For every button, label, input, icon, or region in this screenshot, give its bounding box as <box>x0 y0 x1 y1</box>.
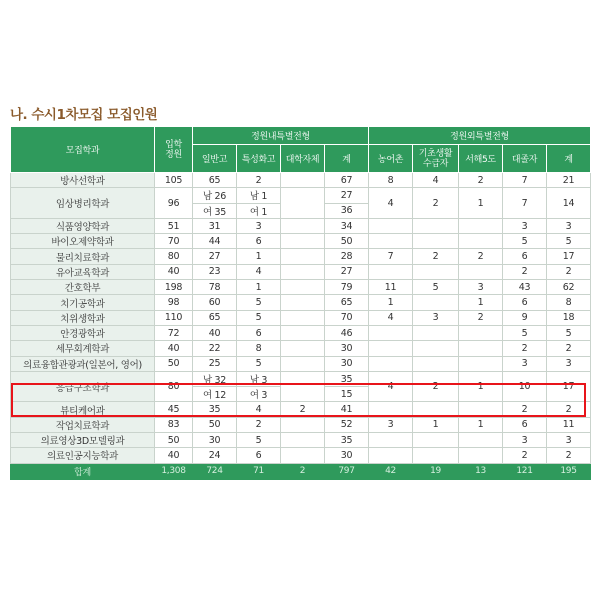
cell-vocational: 2 <box>237 417 281 432</box>
cell-vocational: 1 <box>237 280 281 295</box>
cell-out-total: 2 <box>547 264 591 279</box>
cell-quota: 105 <box>155 173 193 188</box>
cell-quota: 50 <box>155 433 193 448</box>
total-general: 724 <box>193 463 237 479</box>
cell-univ-own <box>281 280 325 295</box>
cell-in-total: 34 <box>325 218 369 233</box>
cell-general: 31 <box>193 218 237 233</box>
cell-basic: 2 <box>413 371 459 402</box>
header-out-total: 계 <box>547 145 591 173</box>
cell-univ-own: 2 <box>281 402 325 417</box>
cell-island <box>459 234 503 249</box>
header-group-in: 정원내특별전형 <box>193 127 369 145</box>
cell-basic <box>413 218 459 233</box>
cell-graduate: 6 <box>503 417 547 432</box>
cell-farm <box>369 264 413 279</box>
cell-basic <box>413 356 459 371</box>
header-dept: 모집학과 <box>11 127 155 173</box>
cell-univ-own <box>281 218 325 233</box>
cell-graduate: 6 <box>503 295 547 310</box>
cell-dept: 뷰티케어과 <box>11 402 155 417</box>
table-row <box>11 371 591 386</box>
cell-island: 1 <box>459 417 503 432</box>
cell-univ-own <box>281 234 325 249</box>
cell-vocational: 4 <box>237 264 281 279</box>
table-row <box>11 249 591 264</box>
cell-dept: 치기공학과 <box>11 295 155 310</box>
cell-general: 65 <box>193 173 237 188</box>
cell-dept: 안경광학과 <box>11 325 155 340</box>
cell-farm <box>369 433 413 448</box>
cell-graduate: 2 <box>503 448 547 463</box>
cell-general: 78 <box>193 280 237 295</box>
total-univ-own: 2 <box>281 463 325 479</box>
cell-dept: 식품영양학과 <box>11 218 155 233</box>
table-row <box>11 325 591 340</box>
cell-in-total: 41 <box>325 402 369 417</box>
total-out-total: 195 <box>547 463 591 479</box>
cell-out-total: 17 <box>547 249 591 264</box>
total-vocational: 71 <box>237 463 281 479</box>
cell-in-total: 28 <box>325 249 369 264</box>
cell-quota: 80 <box>155 249 193 264</box>
cell-dept: 치위생학과 <box>11 310 155 325</box>
cell-in-total: 27 <box>325 264 369 279</box>
cell-farm <box>369 325 413 340</box>
table-row <box>11 218 591 233</box>
cell-univ-own <box>281 371 325 402</box>
cell-graduate: 5 <box>503 234 547 249</box>
cell-basic <box>413 295 459 310</box>
cell-out-total: 17 <box>547 371 591 402</box>
cell-farm <box>369 448 413 463</box>
cell-graduate: 2 <box>503 402 547 417</box>
total-farm: 42 <box>369 463 413 479</box>
cell-dept: 의료융합관광과(일본어, 영어) <box>11 356 155 371</box>
table-row <box>11 356 591 371</box>
cell-quota: 50 <box>155 356 193 371</box>
cell-basic <box>413 341 459 356</box>
header-graduate: 대졸자 <box>503 145 547 173</box>
cell-quota: 40 <box>155 448 193 463</box>
cell-island <box>459 356 503 371</box>
cell-general-female: 여 12 <box>193 387 237 402</box>
cell-out-total: 11 <box>547 417 591 432</box>
total-graduate: 121 <box>503 463 547 479</box>
cell-graduate: 3 <box>503 356 547 371</box>
cell-general-male: 남 26 <box>193 188 237 203</box>
cell-vocational-male: 남 1 <box>237 188 281 203</box>
cell-in-total-male: 27 <box>325 188 369 203</box>
cell-in-total: 30 <box>325 448 369 463</box>
cell-vocational: 8 <box>237 341 281 356</box>
cell-dept: 세무회계학과 <box>11 341 155 356</box>
total-island: 13 <box>459 463 503 479</box>
table-body <box>11 173 591 464</box>
cell-basic: 4 <box>413 173 459 188</box>
cell-vocational: 6 <box>237 325 281 340</box>
cell-graduate: 7 <box>503 173 547 188</box>
table-row <box>11 433 591 448</box>
cell-farm: 3 <box>369 417 413 432</box>
cell-univ-own <box>281 325 325 340</box>
cell-vocational: 6 <box>237 234 281 249</box>
cell-quota: 96 <box>155 188 193 219</box>
cell-basic <box>413 264 459 279</box>
section-title: 나. 수시1차모집 모집인원 <box>10 107 158 123</box>
cell-graduate: 5 <box>503 325 547 340</box>
cell-general: 35 <box>193 402 237 417</box>
header-in-total: 계 <box>325 145 369 173</box>
cell-in-total-female: 15 <box>325 387 369 402</box>
header-univ-own: 대학자체 <box>281 145 325 173</box>
cell-general: 50 <box>193 417 237 432</box>
cell-in-total: 52 <box>325 417 369 432</box>
cell-quota: 70 <box>155 234 193 249</box>
cell-vocational: 5 <box>237 295 281 310</box>
cell-quota: 51 <box>155 218 193 233</box>
header-island: 서해5도 <box>459 145 503 173</box>
cell-general: 65 <box>193 310 237 325</box>
cell-quota: 80 <box>155 371 193 402</box>
cell-univ-own <box>281 433 325 448</box>
admission-quota-table <box>10 126 591 480</box>
cell-quota: 45 <box>155 402 193 417</box>
cell-farm <box>369 356 413 371</box>
cell-farm <box>369 341 413 356</box>
table-row <box>11 280 591 295</box>
cell-quota: 98 <box>155 295 193 310</box>
table-row <box>11 188 591 203</box>
cell-univ-own <box>281 417 325 432</box>
cell-univ-own <box>281 264 325 279</box>
table-row <box>11 310 591 325</box>
cell-out-total: 62 <box>547 280 591 295</box>
cell-graduate: 9 <box>503 310 547 325</box>
cell-graduate: 3 <box>503 433 547 448</box>
cell-vocational: 6 <box>237 448 281 463</box>
table-row <box>11 234 591 249</box>
cell-graduate: 43 <box>503 280 547 295</box>
cell-farm: 4 <box>369 310 413 325</box>
cell-island <box>459 325 503 340</box>
cell-out-total: 3 <box>547 433 591 448</box>
cell-general: 25 <box>193 356 237 371</box>
cell-dept: 작업치료학과 <box>11 417 155 432</box>
total-basic: 19 <box>413 463 459 479</box>
cell-in-total: 30 <box>325 341 369 356</box>
table-row <box>11 295 591 310</box>
cell-graduate: 2 <box>503 264 547 279</box>
cell-graduate: 2 <box>503 341 547 356</box>
cell-dept: 간호학부 <box>11 280 155 295</box>
cell-island <box>459 341 503 356</box>
cell-basic <box>413 325 459 340</box>
cell-univ-own <box>281 448 325 463</box>
cell-basic: 2 <box>413 188 459 219</box>
cell-island: 1 <box>459 371 503 402</box>
cell-graduate: 6 <box>503 249 547 264</box>
cell-out-total: 5 <box>547 234 591 249</box>
total-in-total: 797 <box>325 463 369 479</box>
cell-in-total: 50 <box>325 234 369 249</box>
cell-vocational: 5 <box>237 433 281 448</box>
cell-general: 24 <box>193 448 237 463</box>
cell-island: 3 <box>459 280 503 295</box>
cell-farm <box>369 218 413 233</box>
cell-farm <box>369 402 413 417</box>
cell-farm: 4 <box>369 371 413 402</box>
cell-general: 30 <box>193 433 237 448</box>
cell-vocational: 1 <box>237 249 281 264</box>
cell-quota: 83 <box>155 417 193 432</box>
cell-in-total: 30 <box>325 356 369 371</box>
cell-island: 2 <box>459 310 503 325</box>
cell-vocational-female: 여 3 <box>237 387 281 402</box>
cell-island <box>459 402 503 417</box>
cell-farm: 7 <box>369 249 413 264</box>
cell-out-total: 3 <box>547 356 591 371</box>
cell-island <box>459 264 503 279</box>
cell-general: 44 <box>193 234 237 249</box>
cell-in-total-male: 35 <box>325 371 369 386</box>
cell-in-total: 46 <box>325 325 369 340</box>
cell-out-total: 5 <box>547 325 591 340</box>
cell-island: 2 <box>459 173 503 188</box>
cell-general-male: 남 32 <box>193 371 237 386</box>
table-row <box>11 173 591 188</box>
cell-dept: 의료인공지능학과 <box>11 448 155 463</box>
cell-basic <box>413 402 459 417</box>
cell-basic: 2 <box>413 249 459 264</box>
table-row <box>11 448 591 463</box>
cell-basic <box>413 433 459 448</box>
cell-island <box>459 433 503 448</box>
cell-dept: 유아교육학과 <box>11 264 155 279</box>
cell-in-total: 65 <box>325 295 369 310</box>
cell-farm: 8 <box>369 173 413 188</box>
table-row <box>11 264 591 279</box>
cell-island: 2 <box>459 249 503 264</box>
cell-univ-own <box>281 249 325 264</box>
cell-univ-own <box>281 341 325 356</box>
cell-out-total: 18 <box>547 310 591 325</box>
cell-dept: 임상병리학과 <box>11 188 155 219</box>
cell-univ-own <box>281 173 325 188</box>
cell-vocational-male: 남 3 <box>237 371 281 386</box>
cell-general: 23 <box>193 264 237 279</box>
header-basic-text: 기초생활 수급자 <box>418 148 453 169</box>
cell-basic: 5 <box>413 280 459 295</box>
cell-vocational-female: 여 1 <box>237 203 281 218</box>
cell-general: 60 <box>193 295 237 310</box>
cell-farm: 1 <box>369 295 413 310</box>
cell-dept: 의료영상3D모델링과 <box>11 433 155 448</box>
cell-out-total: 21 <box>547 173 591 188</box>
cell-basic <box>413 448 459 463</box>
table-row <box>11 402 591 417</box>
cell-dept: 물리치료학과 <box>11 249 155 264</box>
cell-graduate: 7 <box>503 188 547 219</box>
cell-in-total: 67 <box>325 173 369 188</box>
header-vocational: 특성화고 <box>237 145 281 173</box>
cell-dept: 응급구조학과 <box>11 371 155 402</box>
header-general: 일반고 <box>193 145 237 173</box>
cell-in-total: 79 <box>325 280 369 295</box>
cell-general: 40 <box>193 325 237 340</box>
cell-basic <box>413 234 459 249</box>
header-farm: 농어촌 <box>369 145 413 173</box>
cell-quota: 40 <box>155 264 193 279</box>
cell-dept: 방사선학과 <box>11 173 155 188</box>
cell-farm: 4 <box>369 188 413 219</box>
cell-basic: 3 <box>413 310 459 325</box>
table-row <box>11 341 591 356</box>
cell-vocational: 4 <box>237 402 281 417</box>
table-row <box>11 417 591 432</box>
cell-univ-own <box>281 356 325 371</box>
cell-out-total: 2 <box>547 402 591 417</box>
cell-general: 27 <box>193 249 237 264</box>
cell-vocational: 3 <box>237 218 281 233</box>
header-quota <box>155 127 193 173</box>
cell-quota: 110 <box>155 310 193 325</box>
cell-out-total: 2 <box>547 448 591 463</box>
cell-dept: 바이오제약학과 <box>11 234 155 249</box>
cell-quota: 198 <box>155 280 193 295</box>
cell-out-total: 2 <box>547 341 591 356</box>
cell-basic: 1 <box>413 417 459 432</box>
total-quota: 1,308 <box>155 463 193 479</box>
cell-island <box>459 218 503 233</box>
cell-univ-own <box>281 295 325 310</box>
cell-graduate: 10 <box>503 371 547 402</box>
cell-in-total-female: 36 <box>325 203 369 218</box>
cell-univ-own <box>281 188 325 219</box>
cell-quota: 72 <box>155 325 193 340</box>
cell-out-total: 14 <box>547 188 591 219</box>
cell-quota: 40 <box>155 341 193 356</box>
cell-vocational: 5 <box>237 310 281 325</box>
cell-vocational: 5 <box>237 356 281 371</box>
total-row <box>11 463 591 479</box>
cell-out-total: 8 <box>547 295 591 310</box>
header-quota-text: 입학 정원 <box>165 139 182 160</box>
cell-graduate: 3 <box>503 218 547 233</box>
cell-farm: 11 <box>369 280 413 295</box>
header-group-out: 정원외특별전형 <box>369 127 591 145</box>
header-basic <box>413 145 459 173</box>
cell-vocational: 2 <box>237 173 281 188</box>
cell-out-total: 3 <box>547 218 591 233</box>
cell-general: 22 <box>193 341 237 356</box>
cell-in-total: 70 <box>325 310 369 325</box>
cell-island: 1 <box>459 188 503 219</box>
cell-univ-own <box>281 310 325 325</box>
cell-farm <box>369 234 413 249</box>
cell-island: 1 <box>459 295 503 310</box>
total-label: 합계 <box>11 463 155 479</box>
cell-general-female: 여 35 <box>193 203 237 218</box>
cell-island <box>459 448 503 463</box>
cell-in-total: 35 <box>325 433 369 448</box>
